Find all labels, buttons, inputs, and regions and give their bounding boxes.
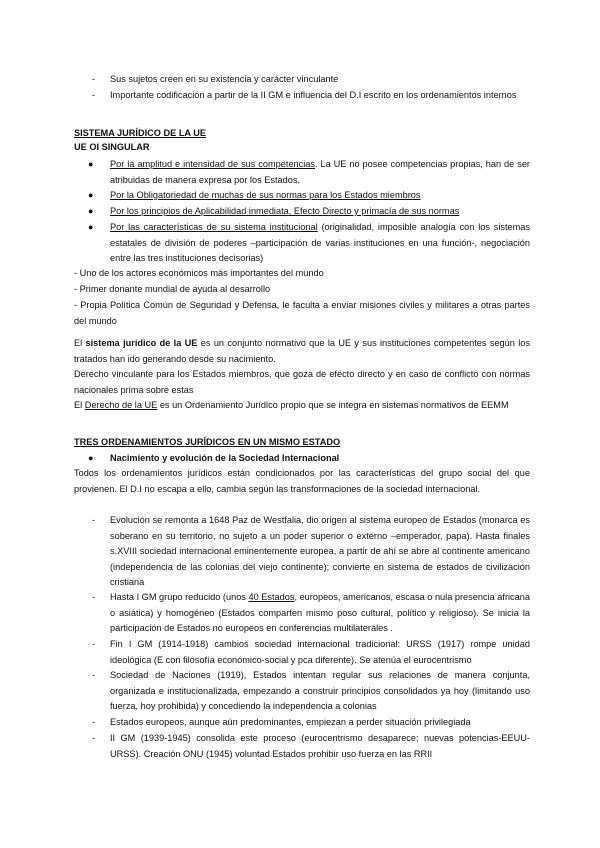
dash-marker: - xyxy=(92,74,96,84)
bullet-icon: ● xyxy=(88,222,94,232)
paragraph: Todos los ordenamientos jurídicos están condicionados por las características del grupo social del que provienen. El D.I no escapa a ello, cambia según las transformaciones de la sociedad internacional. xyxy=(74,468,530,494)
list-item: Fin I GM (1914-1918) cambios sociedad internacional tradicional: URSS (1917) rompe unidad ideológica (E con filosofía económico-social y pca diferente). Se atenúa el eurocentrismo xyxy=(110,639,530,665)
section-heading: SISTEMA JURÍDICO DE LA UE xyxy=(74,128,207,138)
list-item: Por las características de su sistema institucional (originalidad, imposible analogía con los sistemas estatales de división de poderes –participación de varias instituciones en una función-, negociación entre las tres instituciones decisorias) xyxy=(110,222,530,263)
text-line: - Primer donante mundial de ayuda al desarrollo xyxy=(74,284,271,294)
list-item: Estados europeos, aunque aún predominantes, empiezan a perder situación privilegiada xyxy=(110,717,471,727)
dash-marker: - xyxy=(92,592,96,602)
list-item: Importante codificación a partir de la II GM e influencia del D.I escrito en los ordenamientos internos xyxy=(110,90,517,100)
list-item: Por la amplitud e intensidad de sus competencias. La UE no posee competencias propias, han de ser atribuidas de manera expresa por los Estados. xyxy=(110,159,530,185)
text-line: - Uno de los actores económicos más importantes del mundo xyxy=(74,268,324,278)
dash-marker: - xyxy=(92,515,96,525)
section-heading: TRES ORDENAMIENTOS JURÍDICOS EN UN MISMO ESTADO xyxy=(74,437,341,447)
text-line: - Propia Política Común de Seguridad y Defensa, le faculta a enviar misiones civiles y militares a otras partes del mundo xyxy=(74,300,530,326)
list-item: II GM (1939-1945) consolida este proceso (eurocentrismo desaparece; nuevas potencias-EEUU-URSS). Creación ONU (1945) voluntad Estados prohibir uso fuerza en las RRII xyxy=(110,733,530,759)
bullet-icon: ● xyxy=(88,159,94,169)
list-item: Sus sujetos creen en su existencia y carácter vinculante xyxy=(110,74,339,84)
paragraph: El Derecho de la UE es un Ordenamiento Jurídico propio que se integra en sistemas normativos de EEMM xyxy=(74,400,509,410)
dash-marker: - xyxy=(92,733,96,743)
paragraph: Derecho vinculante para los Estados miembros, que goza de efecto directo y en caso de conflicto con normas nacionales prima sobre estas xyxy=(74,369,530,395)
list-item: Por la Obligatoriedad de muchas de sus normas para los Estados miembros xyxy=(110,190,421,200)
list-item: Sociedad de Naciones (1919), Estados intentan regular sus relaciones de manera conjunta, organizada e institucionalizada, empezando a construir principios consolidados ya hoy (limitando uso fuerza, hoy prohibida) y concediendo la independencia a colonias xyxy=(110,670,530,711)
section-subheading: UE OI SINGULAR xyxy=(74,142,150,152)
dash-marker: - xyxy=(92,670,96,680)
dash-marker: - xyxy=(92,90,96,100)
bullet-icon: ● xyxy=(88,206,94,216)
dash-marker: - xyxy=(92,639,96,649)
bullet-icon: ● xyxy=(88,190,94,200)
list-item: Hasta I GM grupo reducido (unos 40 Estados, europeos, americanos, escasa o nula presencia africana o asiática) y homogéneo (Estados comparten mismo poso cultural, político y religioso). Se inicia la participación de Estados no europeos en conferencias multilaterales . xyxy=(110,592,530,633)
list-item: Por los principios de Aplicabilidad inmediata, Efecto Directo y primacía de sus normas xyxy=(110,206,460,216)
subsection-heading: Nacimiento y evolución de la Sociedad Internacional xyxy=(110,453,340,463)
dash-marker: - xyxy=(92,717,96,727)
list-item: Evolución se remonta a 1648 Paz de Westfalia, dio origen al sistema europeo de Estados (monarca es soberano en su territorio, no sujeto a un poder superior o externo –emperador, papa). Hasta finales s.XVIII sociedad internacional eminentemente europea, a partir de ahí se abre al continente americano (independencia de las colonias del viejo continente); convierte en sistema de estados de civilización cristiana xyxy=(110,515,530,587)
bullet-icon: ● xyxy=(88,453,94,463)
paragraph: El sistema jurídico de la UE es un conjunto normativo que la UE y sus instituciones competentes según los tratados han ido generando desde su nacimiento. xyxy=(74,338,530,364)
